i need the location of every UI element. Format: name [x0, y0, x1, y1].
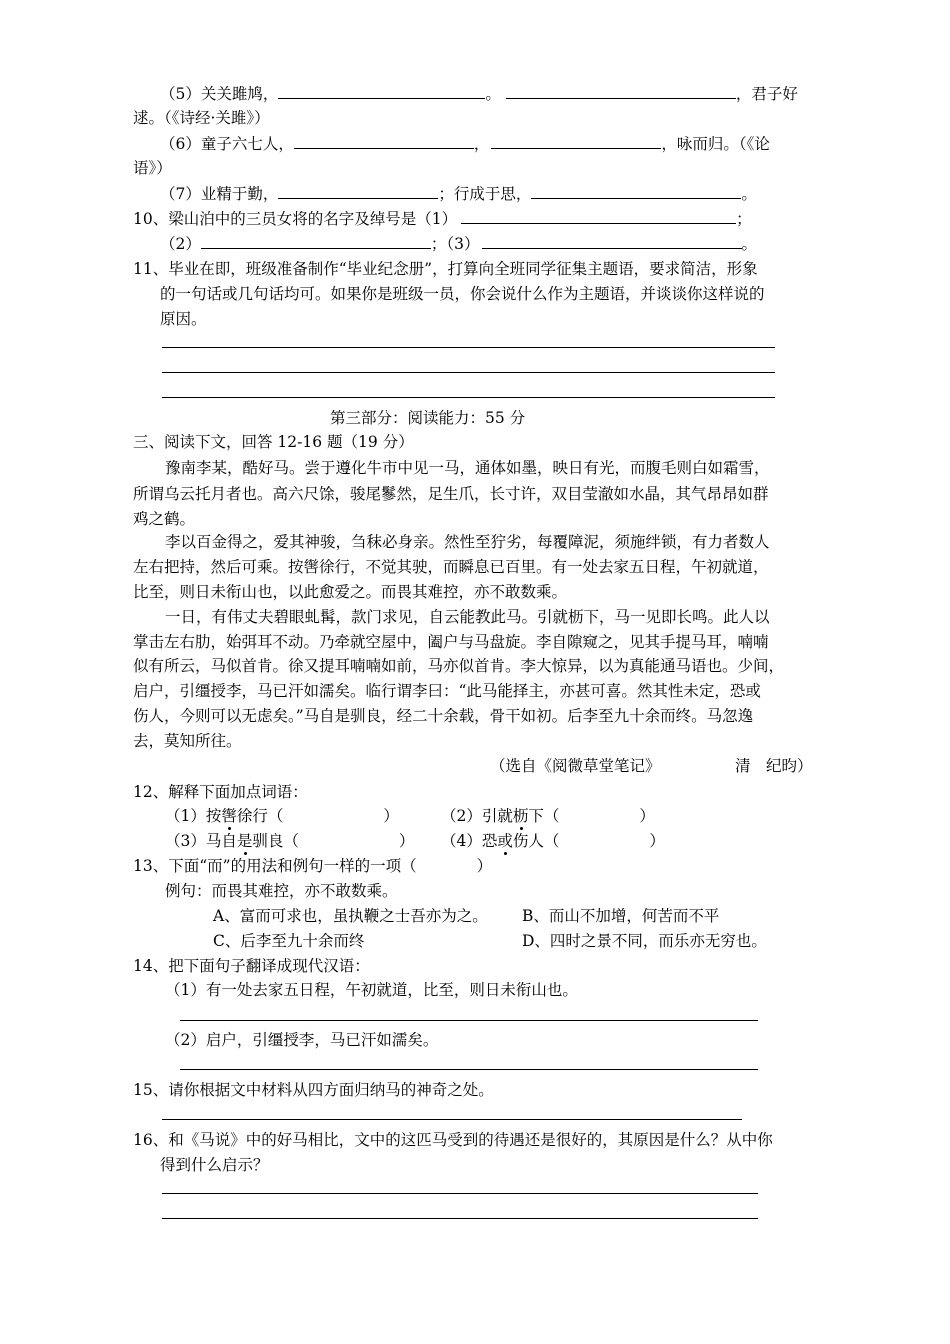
q12-item3-dotted-word: 是: [236, 832, 253, 850]
q12-item1-dotted-word: 辔: [221, 807, 237, 825]
q10-line2: （2） ；（3） 。: [160, 235, 758, 253]
q14-sentence2: （2）启户，引缰授李，马已汗如濡矣。: [165, 1031, 439, 1049]
passage-p2-line3: 比至，则日未衔山也，以此愈爱之。而畏其难控，亦不敢数乘。: [133, 583, 568, 601]
passage-p3-line1: 一日，有伟丈夫碧眼虬髯，款门求见，自云能教此马。引就枥下，马一见即长鸣。此人以: [165, 608, 770, 626]
q10-blank2[interactable]: [201, 234, 431, 249]
passage-p1-line2: 所谓乌云托月者也。高六尺馀，骏尾鬖然，足生爪，长寸许，双目莹澈如水晶，其气昂昂如群: [133, 485, 769, 503]
q9-item7-blank2[interactable]: [531, 184, 741, 199]
q16-answer-line2[interactable]: [162, 1218, 758, 1219]
q9-item7-blank1[interactable]: [278, 184, 438, 199]
q12-item4: （4）恐或伤人（ ）: [441, 832, 665, 850]
q14-title: 14、把下面句子翻译成现代汉语：: [133, 957, 370, 975]
passage-source: （选自《阅微草堂笔记》: [490, 757, 661, 775]
q15-title: 15、请你根据文中材料从四方面归纳马的神奇之处。: [133, 1081, 494, 1099]
q11-line2: 的一句话或几句话均可。如果你是班级一员，你会说什么作为主题语，并谈谈你这样说的: [160, 285, 765, 303]
q13-example: 例句：而畏其难控，亦不敢数乘。: [165, 882, 398, 900]
q16-answer-line1[interactable]: [162, 1193, 758, 1194]
passage-p3-line6: 去，莫知所往。: [133, 732, 242, 750]
q9-item5-blank1[interactable]: [278, 84, 485, 99]
part3-title: 第三部分：阅读能力：55 分: [330, 409, 526, 427]
q11-answer-line2[interactable]: [162, 372, 775, 373]
q9-item5-blank2[interactable]: [506, 84, 736, 99]
q9-item6-blank2[interactable]: [491, 134, 661, 149]
passage-author: 清 纪昀）: [735, 757, 813, 775]
q14-answer-line1[interactable]: [180, 1020, 758, 1021]
q13-option-d[interactable]: D、四时之景不同，而乐亦无穷也。: [522, 932, 767, 950]
passage-p3-line4: 启户，引缰授李，马已汗如濡矣。临行谓李曰：“此马能择主，亦甚可喜。然其性未定，恐或: [133, 682, 761, 700]
q9-item6-blank1[interactable]: [294, 134, 474, 149]
q12-item4-dotted-word: 或: [497, 832, 513, 850]
q9-item5-continuation: 逑。（《诗经·关雎》）: [133, 109, 270, 127]
q12-item3: （3）马自是驯良（ ）: [165, 832, 415, 850]
q11-answer-line1[interactable]: [162, 347, 775, 348]
passage-p1-line3: 鸡之鹤。: [133, 510, 196, 528]
q12-item2: （2）引就枥下（ ）: [441, 807, 655, 825]
q12-title: 12、解释下面加点词语：: [133, 783, 308, 801]
q14-answer-line2[interactable]: [180, 1069, 758, 1070]
passage-p2-line1: 李以百金得之，爱其神骏，刍秣必身亲。然性至狞劣，每覆障泥，须施绊锁，有力者数人: [165, 533, 770, 551]
q13-option-b[interactable]: B、而山不加增，何苦而不平: [522, 907, 720, 925]
passage-p3-line3: 似有所云，马似首肯。徐又提耳喃喃如前，马亦似首肯。李大惊异，以为真能通马语也。少间，: [133, 657, 785, 675]
passage-p3-line2: 掌击左右肋，始弭耳不动。乃牵就空屋中，阖户与马盘旋。李自隙窥之，见其手提马耳，喃喃: [133, 633, 769, 651]
q12-item2-dotted-word: 枥: [512, 807, 529, 825]
q11-line3: 原因。: [160, 310, 207, 328]
q9-item6-line: （6）童子六七人， ， ，咏而归。（《论: [160, 135, 770, 153]
q13-option-c[interactable]: C、后李至九十余而终: [213, 932, 365, 950]
q11-answer-line3[interactable]: [162, 397, 775, 398]
q15-answer-line[interactable]: [162, 1119, 742, 1120]
q13-option-a[interactable]: A、富而可求也，虽执鞭之士吾亦为之。: [213, 907, 488, 925]
passage-p3-line5: 伤人，今则可以无虑矣。”马自是驯良，经二十余载，骨干如初。后李至九十余而终。马忽逸: [133, 707, 754, 725]
q9-item7-line: （7）业精于勤， ；行成于思， 。: [160, 185, 757, 203]
q13-title: 13、下面“而”的用法和例句一样的一项（ ）: [133, 857, 493, 875]
section3-heading: 三、阅读下文，回答 12-16 题（19 分）: [133, 433, 414, 451]
q16-line2: 得到什么启示？: [160, 1156, 269, 1174]
q9-item6-continuation: 语》）: [133, 159, 172, 177]
q10-blank1[interactable]: [461, 209, 736, 224]
q10-blank3[interactable]: [482, 234, 742, 249]
q10-line1: 10、梁山泊中的三员女将的名字及绰号是（1） ；: [133, 210, 752, 228]
q9-item5-line: （5）关关雎鸠， 。 ，君子好: [160, 85, 798, 103]
q16-line1: 16、和《马说》中的好马相比，文中的这匹马受到的待遇还是很好的，其原因是什么？从中你: [133, 1131, 773, 1149]
q11-line1: 11、毕业在即，班级准备制作“毕业纪念册”，打算向全班同学征集主题语，要求简洁，形象: [133, 260, 758, 278]
passage-p1-line1: 豫南李某，酷好马。尝于遵化牛市中见一马，通体如墨，映日有光，而腹毛则白如霜雪，: [165, 459, 770, 477]
passage-p2-line2: 左右把持，然后可乘。按辔徐行，不觉其驶，而瞬息已百里。有一处去家五日程，午初就道，: [133, 558, 769, 576]
q14-sentence1: （1）有一处去家五日程，午初就道，比至，则日未衔山也。: [165, 981, 578, 999]
q12-item1: （1）按辔徐行（ ）: [165, 807, 399, 825]
